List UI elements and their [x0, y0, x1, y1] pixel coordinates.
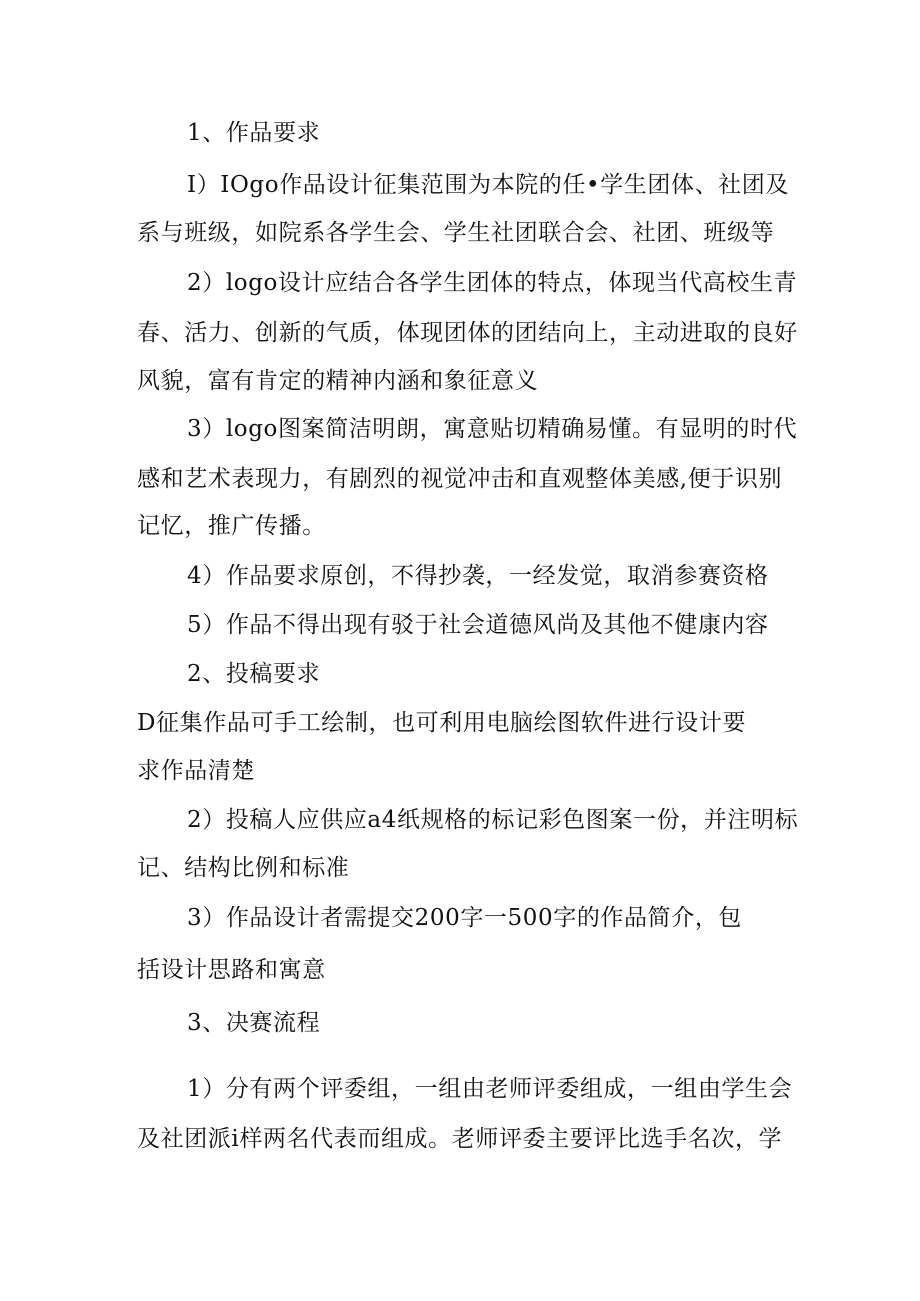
paragraph-line: 记、结构比例和标准 — [137, 855, 350, 881]
heading-final-process: 3、决赛流程 — [187, 1010, 321, 1036]
paragraph-line: 感和艺术表现力，有剧烈的视觉冲击和直观整体美感,便于识别 — [137, 466, 783, 492]
paragraph-line: 春、活力、创新的气质，体现团体的团结向上，主动进取的良好 — [137, 320, 798, 346]
paragraph-line: 5）作品不得出现有驳于社会道德风尚及其他不健康内容 — [187, 612, 769, 638]
paragraph-line: 及社团派i样两名代表而组成。老师评委主要评比选手名次，学 — [137, 1126, 783, 1152]
paragraph-line: D征集作品可手工绘制，也可利用电脑绘图软件进行设计要 — [137, 710, 747, 736]
paragraph-line: 求作品清楚 — [137, 758, 255, 784]
heading-work-requirements: 1、作品要求 — [187, 120, 321, 146]
paragraph-line: 系与班级，如院系各学生会、学生社团联合会、社团、班级等 — [137, 220, 775, 246]
heading-submission-requirements: 2、投稿要求 — [187, 661, 321, 687]
paragraph-line: I）IOgo作品设计征集范围为本院的任•学生团体、社团及 — [187, 172, 789, 198]
paragraph-line: 括设计思路和寓意 — [137, 957, 326, 983]
paragraph-line: 2）logo设计应结合各学生团体的特点，体现当代高校生青 — [187, 270, 798, 296]
paragraph-line: 3）作品设计者需提交200字一500字的作品简介，包 — [187, 905, 743, 931]
paragraph-line: 1）分有两个评委组，一组由老师评委组成，一组由学生会 — [187, 1076, 793, 1102]
paragraph-line: 2）投稿人应供应a4纸规格的标记彩色图案一份，并注明标 — [187, 807, 799, 833]
paragraph-line: 3）logo图案简洁明朗，寓意贴切精确易懂。有显明的时代 — [187, 416, 798, 442]
paragraph-line: 风貌，富有肯定的精神内涵和象征意义 — [137, 368, 539, 394]
paragraph-line: 4）作品要求原创，不得抄袭，一经发觉，取消参赛资格 — [187, 563, 769, 589]
paragraph-line: 记忆，推广传播。 — [137, 513, 326, 539]
